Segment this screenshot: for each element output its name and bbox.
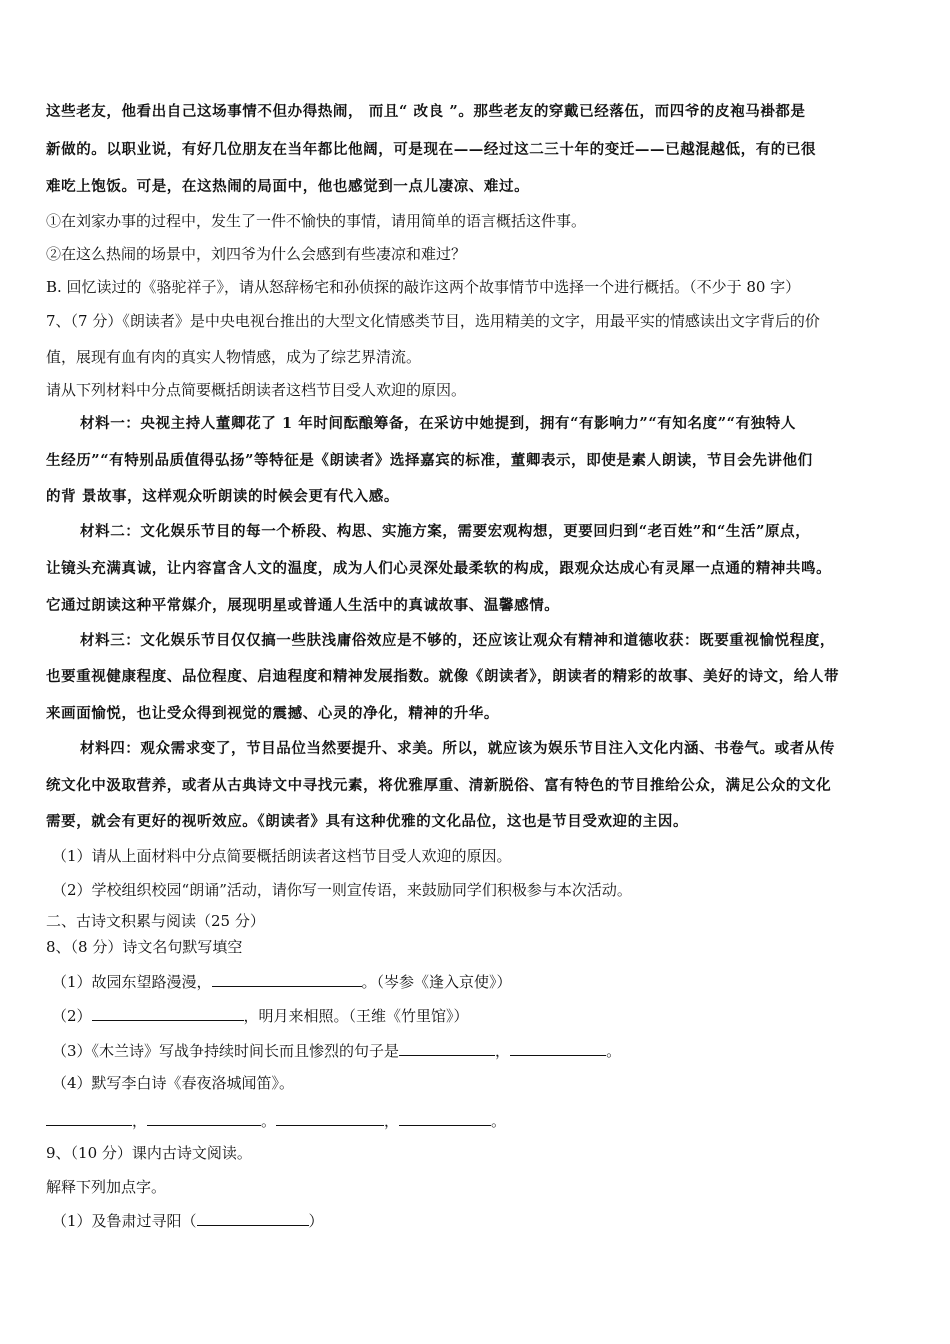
story-line-1: 这些老友，他看出自己这场事情不但办得热闹， 而且“ 改良 ”。那些老友的穿戴已经落伍，而四爷的皮袍马褂都是 <box>46 103 806 120</box>
material-1-line-1: 材料一：央视主持人董卿花了 1 年时间酝酿筹备，在采访中她提到，拥有“有影响力”“有知名度”“有独特人 <box>80 415 796 432</box>
question-9-prompt: 解释下列加点字。 <box>46 1178 167 1196</box>
poem-blank-2[interactable] <box>147 1110 261 1126</box>
item-2-text-a: （2） <box>52 1007 92 1025</box>
question-9-title: 9、（10 分）课内古诗文阅读。 <box>46 1144 252 1162</box>
item-3-text-a: （3）《木兰诗》写战争持续时间长而且惨烈的句子是 <box>52 1042 400 1060</box>
poem-period-2: 。 <box>491 1112 507 1130</box>
question-7-sub-2: （2）学校组织校园“朗诵”活动，请你写一则宣传语，来鼓励同学们积极参与本次活动。 <box>52 881 632 899</box>
q9-item-1-answer-blank[interactable] <box>197 1210 309 1226</box>
material-2-line-3: 它通过朗读这种平常媒介，展现明星或普通人生活中的真诚故事、温馨感情。 <box>46 597 560 614</box>
poem-blank-1[interactable] <box>46 1110 132 1126</box>
q9-item-1-text-b: ） <box>308 1212 324 1230</box>
material-2-line-2: 让镜头充满真诚，让内容富含人文的温度，成为人们心灵深处最柔软的构成，跟观众达成心有灵犀一点通的精神共鸣。 <box>46 560 832 577</box>
material-4-line-1: 材料四：观众需求变了，节目品位当然要提升、求美。所以，就应该为娱乐节目注入文化内涵、书卷气。或者从传 <box>80 740 835 757</box>
question-8-item-3 <box>52 1040 621 1061</box>
item-3-answer-blank-2[interactable] <box>510 1040 606 1056</box>
question-8-item-2 <box>52 1005 469 1026</box>
poem-comma-1: ， <box>132 1112 148 1130</box>
item-2-answer-blank[interactable] <box>92 1005 244 1021</box>
item-1-text-a: （1）故园东望路漫漫， <box>52 973 212 991</box>
material-1-line-3: 的背 景故事，这样观众听朗读的时候会更有代入感。 <box>46 488 399 505</box>
question-6b: B. 回忆读过的《骆驼祥子》，请从怒辞杨宅和孙侦探的敲诈这两个故事情节中选择一个进行概括。（不少于 80 字） <box>46 278 801 296</box>
item-3-period: 。 <box>606 1042 622 1060</box>
material-3-line-3: 来画面愉悦，也让受众得到视觉的震撼、心灵的净化，精神的升华。 <box>46 705 499 722</box>
story-line-2: 新做的。以职业说，有好几位朋友在当年都比他阔，可是现在——经过这二三十年的变迁——已越混越低，有的已很 <box>46 141 817 158</box>
material-4-line-3: 需要，就会有更好的视听效应。《朗读者》具有这种优雅的文化品位，这也是节目受欢迎的主因。 <box>46 813 689 830</box>
poem-comma-2: ， <box>384 1112 400 1130</box>
question-7-prompt: 请从下列材料中分点简要概括朗读者这档节目受人欢迎的原因。 <box>46 381 467 399</box>
question-7-intro-2: 值，展现有血有肉的真实人物情感，成为了综艺界清流。 <box>46 348 422 366</box>
question-7-sub-1: （1）请从上面材料中分点简要概括朗读者这档节目受人欢迎的原因。 <box>52 847 512 865</box>
item-2-text-b: ，明月来相照。（王维《竹里馆》） <box>243 1007 469 1025</box>
section-2-heading: 二、古诗文积累与阅读（25 分） <box>46 912 265 930</box>
question-6a-1: ①在刘家办事的过程中，发生了一件不愉快的事情，请用简单的语言概括这件事。 <box>46 212 587 230</box>
poem-blank-4[interactable] <box>399 1110 491 1126</box>
material-2-line-1: 材料二：文化娱乐节目的每一个桥段、构思、实施方案，需要宏观构想，更要回归到“老百姓”和“生活”原点， <box>80 523 811 540</box>
question-8-item-4-blanks <box>46 1110 506 1131</box>
question-8-title: 8、（8 分）诗文名句默写填空 <box>46 938 243 956</box>
question-6a-2: ②在这么热闹的场景中，刘四爷为什么会感到有些凄凉和难过？ <box>46 245 467 263</box>
poem-period-1: 。 <box>261 1112 277 1130</box>
question-7-intro-1: 7、（7 分）《朗读者》是中央电视台推出的大型文化情感类节目，选用精美的文字，用最平实的情感读出文字背后的价 <box>46 312 820 330</box>
question-8-item-1 <box>52 971 512 992</box>
question-9-item-1 <box>52 1210 324 1231</box>
story-line-3: 难吃上饱饭。可是，在这热闹的局面中，他也感觉到一点儿凄凉、难过。 <box>46 178 530 195</box>
poem-blank-3[interactable] <box>276 1110 384 1126</box>
item-3-answer-blank-1[interactable] <box>399 1040 495 1056</box>
question-8-item-4: （4）默写李白诗《春夜洛城闻笛》。 <box>52 1074 295 1092</box>
material-3-line-1: 材料三：文化娱乐节目仅仅搞一些肤浅庸俗效应是不够的，还应该让观众有精神和道德收获：既要重视愉悦程度， <box>80 632 835 649</box>
q9-item-1-text-a: （1）及鲁肃过寻阳（ <box>52 1212 197 1230</box>
item-1-answer-blank[interactable] <box>212 971 362 987</box>
material-1-line-2: 生经历”“有特别品质值得弘扬”等特征是《朗读者》选择嘉宾的标准，董卿表示，即使是素人朗读，节目会先讲他们 <box>46 452 813 469</box>
material-4-line-2: 统文化中汲取营养，或者从古典诗文中寻找元素，将优雅厚重、清新脱俗、富有特色的节目推给公众，满足公众的文化 <box>46 777 832 794</box>
item-1-text-b: 。（岑参《逢入京使》） <box>361 973 512 991</box>
material-3-line-2: 也要重视健康程度、品位程度、启迪程度和精神发展指数。就像《朗读者》，朗读者的精彩的故事、美好的诗文，给人带 <box>46 668 840 685</box>
item-3-comma: ， <box>495 1042 511 1060</box>
